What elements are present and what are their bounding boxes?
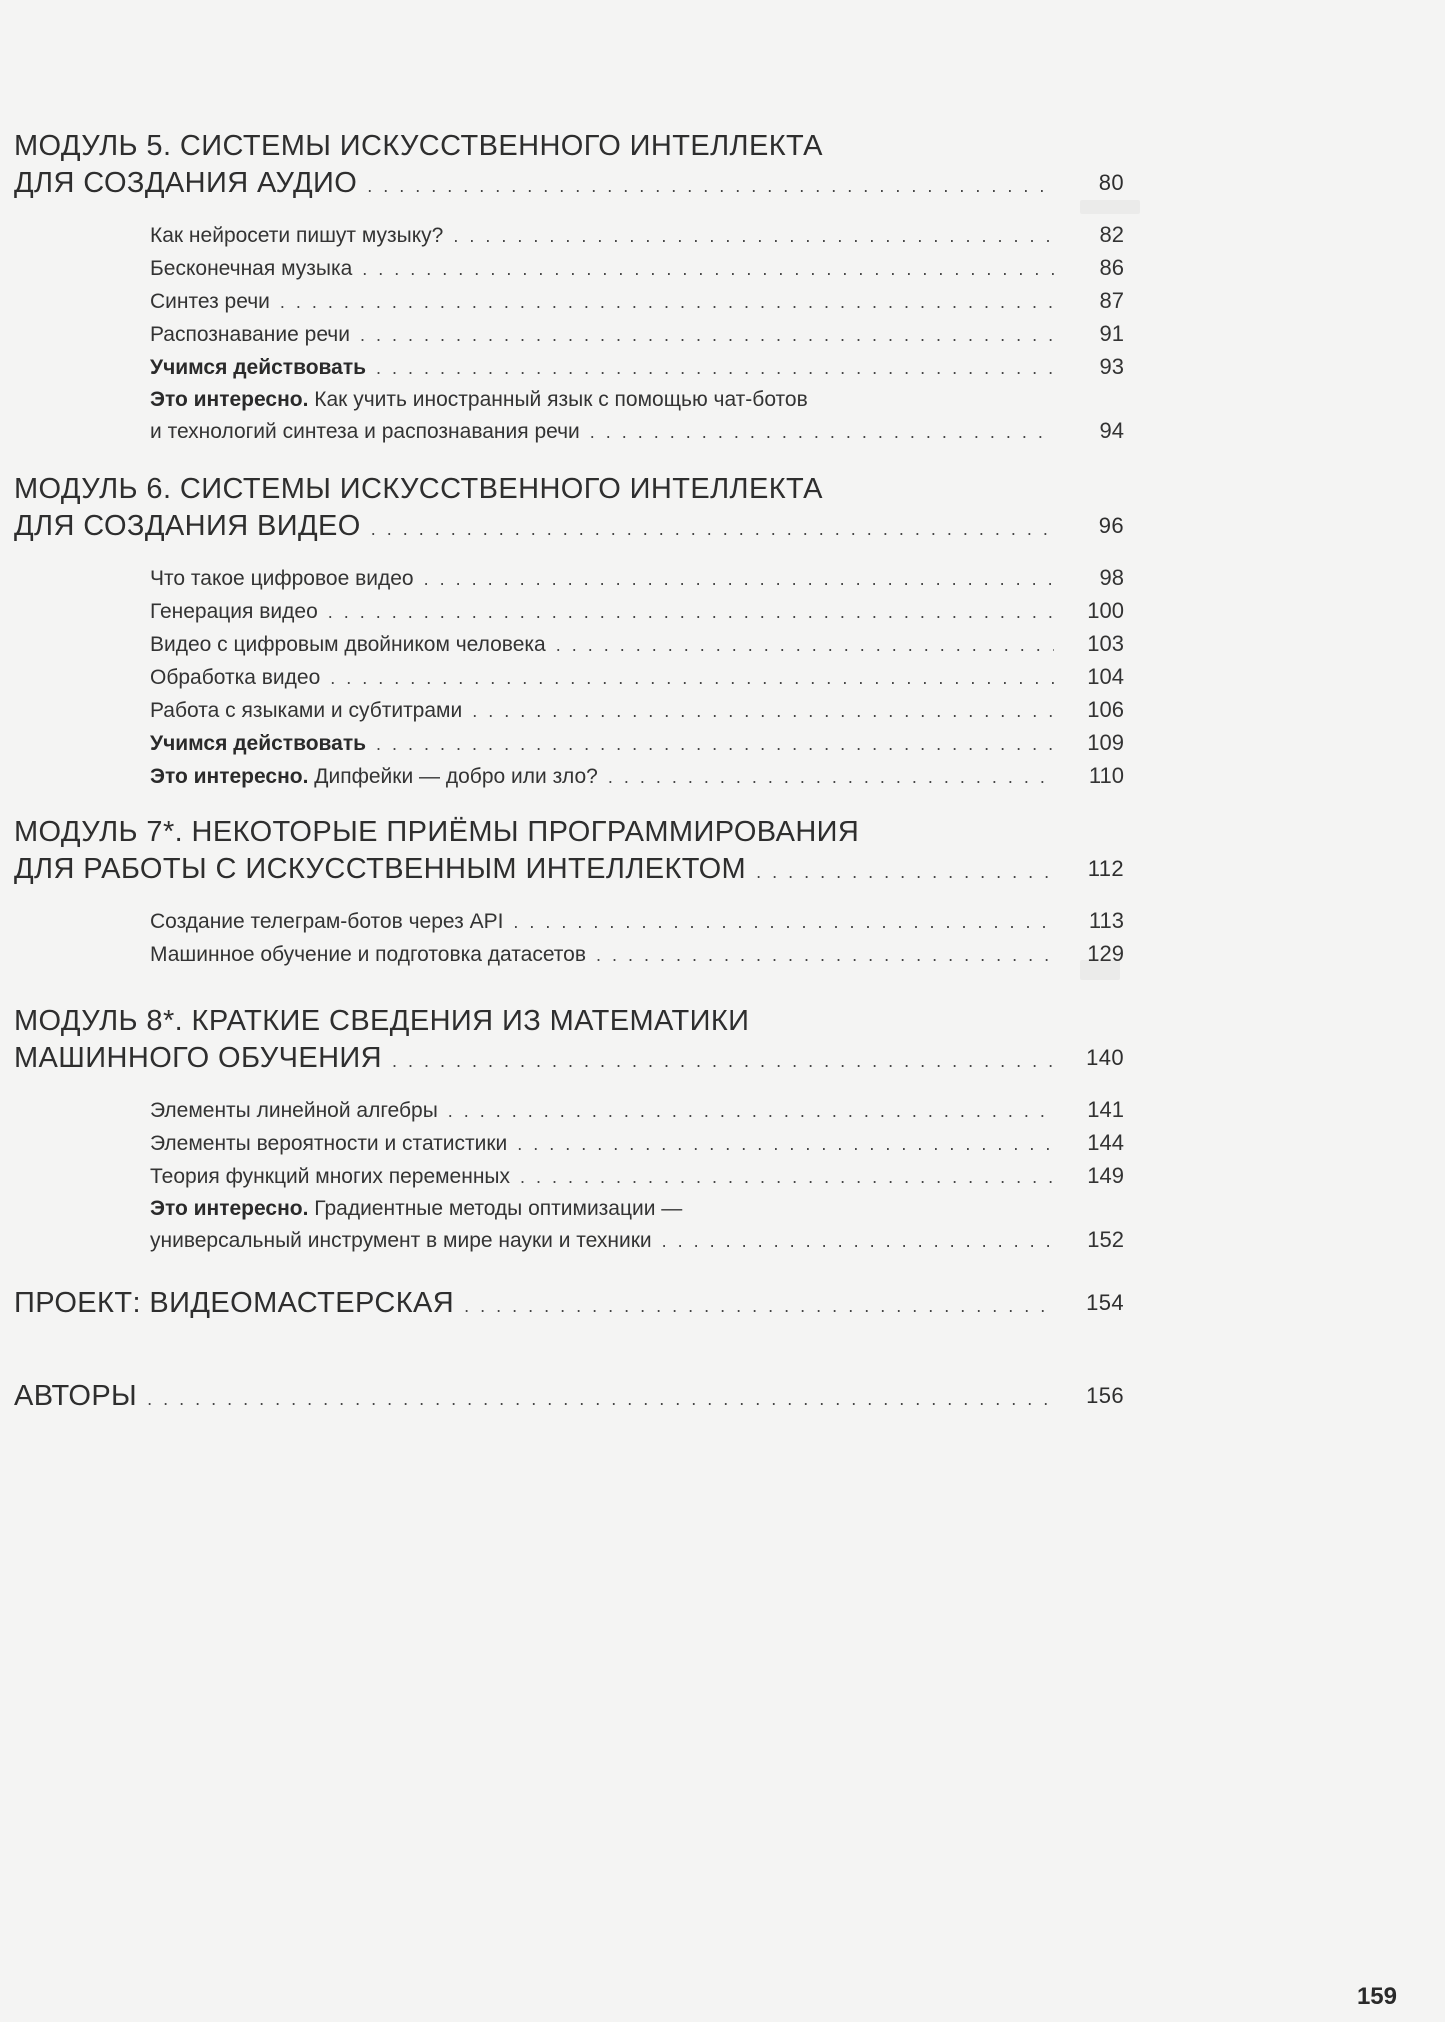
toc-item-page: 109 (1087, 730, 1124, 755)
toc-item (150, 694, 1124, 727)
toc-item-label: Как учить иностранный язык с помощью чат-ботов (308, 388, 808, 411)
toc-item-bold: Это интересно. (150, 388, 309, 411)
authors-section (14, 1378, 1124, 1418)
toc-item-page: 144 (1087, 1130, 1124, 1155)
toc-item-page: 149 (1087, 1163, 1124, 1188)
authors-title: АВТОРЫ (14, 1380, 138, 1412)
toc-item (150, 1160, 1124, 1193)
toc-item-page: 113 (1088, 908, 1124, 933)
leader-dots (362, 254, 1054, 285)
leader-dots (453, 221, 1054, 252)
toc-item-page: 82 (1099, 222, 1124, 247)
toc-item (150, 285, 1124, 318)
module-items (150, 1094, 1124, 1257)
toc-item-label: Генерация видео (150, 600, 318, 623)
leader-dots (756, 854, 1054, 891)
leader-dots (662, 1226, 1054, 1257)
leader-dots (448, 1096, 1054, 1127)
leader-dots (392, 1043, 1054, 1080)
toc-item-label: Видео с цифровым двойником человека (150, 633, 546, 656)
toc-item-page: 91 (1099, 321, 1124, 346)
leader-dots (556, 630, 1054, 661)
toc-item-label: Обработка видео (150, 666, 321, 689)
module-5 (14, 128, 1124, 448)
module-title-line1: МОДУЛЬ 7*. НЕКОТОРЫЕ ПРИЁМЫ ПРОГРАММИРОВАНИЯ (14, 816, 860, 848)
toc-item (150, 1094, 1124, 1127)
module-title-line2: ДЛЯ РАБОТЫ С ИСКУССТВЕННЫМ ИНТЕЛЛЕКТОМ (14, 853, 747, 885)
toc-item-label: Элементы вероятности и статистики (150, 1132, 508, 1155)
toc-item-continuation: универсальный инструмент в мире науки и техники (150, 1229, 652, 1252)
toc-item-page: 100 (1087, 598, 1124, 623)
toc-item (150, 1127, 1124, 1160)
toc-item (150, 1224, 1124, 1257)
toc-item (150, 661, 1124, 694)
leader-dots (376, 353, 1054, 384)
leader-dots (472, 696, 1054, 727)
leader-dots (371, 511, 1054, 548)
toc-item-label: Синтез речи (150, 290, 270, 313)
authors-page-number: 156 (1086, 1383, 1124, 1408)
toc-item-page: 98 (1099, 565, 1124, 590)
toc-item-label: Бесконечная музыка (150, 257, 353, 280)
leader-dots (424, 564, 1054, 595)
leader-dots (513, 907, 1054, 938)
leader-dots (280, 287, 1054, 318)
module-title-row (14, 508, 1124, 548)
toc-item-label: Что такое цифровое видео (150, 567, 414, 590)
leader-dots (520, 1162, 1054, 1193)
toc-item-bold: Учимся действовать (150, 356, 367, 379)
module-8 (14, 1003, 1124, 1257)
toc-item (150, 905, 1124, 938)
module-7 (14, 814, 1124, 971)
toc-item-first-line (150, 1193, 1124, 1224)
leader-dots (608, 762, 1054, 793)
leader-dots (517, 1129, 1054, 1160)
toc-item (150, 318, 1124, 351)
module-title-line1: МОДУЛЬ 8*. КРАТКИЕ СВЕДЕНИЯ ИЗ МАТЕМАТИКИ (14, 1005, 750, 1037)
toc-item-page: 93 (1099, 354, 1124, 379)
leader-dots (376, 729, 1054, 760)
toc-item (150, 938, 1124, 971)
toc-item-label: Работа с языками и субтитрами (150, 699, 463, 722)
module-items (150, 905, 1124, 971)
toc-item-label: Градиентные методы оптимизации — (308, 1197, 683, 1220)
toc-item (150, 351, 1124, 384)
module-page-number: 80 (1098, 170, 1124, 195)
toc-item (150, 727, 1124, 760)
leader-dots (367, 168, 1054, 205)
module-title-row (14, 165, 1124, 205)
leader-dots (330, 663, 1054, 694)
authors-row (14, 1378, 1124, 1418)
module-title-line2: МАШИННОГО ОБУЧЕНИЯ (14, 1042, 383, 1074)
toc-item-page: 129 (1087, 941, 1124, 966)
toc-item-page: 87 (1099, 288, 1124, 313)
toc-item-first-line (150, 384, 1124, 415)
leader-dots (464, 1288, 1054, 1325)
module-title-row (14, 851, 1124, 891)
module-items (150, 219, 1124, 448)
project-page-number: 154 (1086, 1290, 1124, 1315)
leader-dots (328, 597, 1054, 628)
toc-item (150, 252, 1124, 285)
module-items (150, 562, 1124, 793)
toc-item-label: Распознавание речи (150, 323, 350, 346)
toc-item-page: 141 (1087, 1097, 1124, 1122)
toc-item-label: Теория функций многих переменных (150, 1165, 511, 1188)
project-section (14, 1285, 1124, 1325)
toc-item (150, 219, 1124, 252)
toc-item-bold: Это интересно. (150, 1197, 309, 1220)
toc-item-page: 152 (1087, 1227, 1124, 1252)
toc-item-label: Дипфейки — добро или зло? (308, 765, 598, 788)
toc-item-page: 110 (1088, 763, 1124, 788)
module-title-line1: МОДУЛЬ 6. СИСТЕМЫ ИСКУССТВЕННОГО ИНТЕЛЛЕКТА (14, 473, 823, 505)
toc-item (150, 628, 1124, 661)
leader-dots (596, 940, 1054, 971)
toc-item-label: Элементы линейной алгебры (150, 1099, 438, 1122)
module-title-line1: МОДУЛЬ 5. СИСТЕМЫ ИСКУССТВЕННОГО ИНТЕЛЛЕКТА (14, 130, 823, 162)
module-title-row (14, 1040, 1124, 1080)
toc-item-bold: Учимся действовать (150, 732, 367, 755)
leader-dots (147, 1381, 1054, 1418)
leader-dots (590, 417, 1054, 448)
project-row (14, 1285, 1124, 1325)
toc-item (150, 760, 1124, 793)
toc-item (150, 562, 1124, 595)
toc-item-label: Как нейросети пишут музыку? (150, 224, 444, 247)
toc-item-page: 103 (1087, 631, 1124, 656)
module-6 (14, 471, 1124, 793)
toc-item (150, 415, 1124, 448)
module-page-number: 140 (1086, 1045, 1124, 1070)
module-page-number: 96 (1098, 513, 1124, 538)
toc-item-bold: Это интересно. (150, 765, 309, 788)
toc-item-page: 104 (1087, 664, 1124, 689)
module-title-line2: ДЛЯ СОЗДАНИЯ ВИДЕО (14, 510, 361, 542)
project-title: ПРОЕКТ: ВИДЕОМАСТЕРСКАЯ (14, 1287, 455, 1319)
toc-item (150, 595, 1124, 628)
toc-item-label: Создание телеграм-ботов через API (150, 910, 504, 933)
toc-item-label: Машинное обучение и подготовка датасетов (150, 943, 587, 966)
toc-item-page: 86 (1099, 255, 1124, 280)
toc-item-page: 106 (1087, 697, 1124, 722)
module-page-number: 112 (1087, 856, 1124, 881)
toc-item-continuation: и технологий синтеза и распознавания речи (150, 420, 580, 443)
toc-item-page: 94 (1099, 418, 1124, 443)
module-title-line2: ДЛЯ СОЗДАНИЯ АУДИО (14, 167, 358, 199)
leader-dots (360, 320, 1054, 351)
page-number: 159 (1356, 1983, 1397, 2010)
